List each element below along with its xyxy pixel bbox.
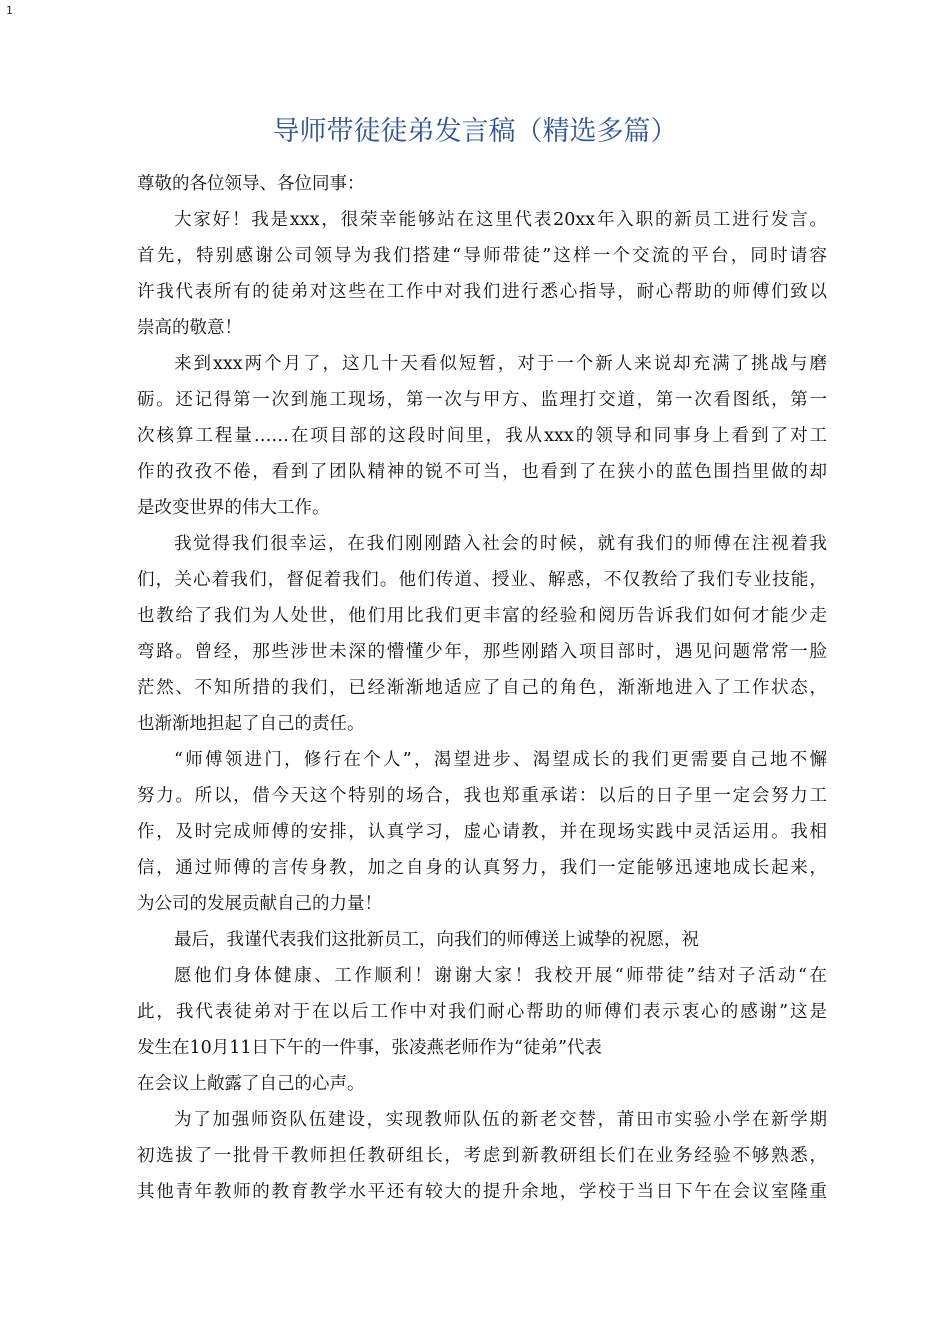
body-line: 也教给了我们为人处世，他们用比我们更丰富的经验和阅历告诉我们如何才能少走 [137,606,827,626]
body-line: 为了加强师资队伍建设，实现教师队伍的新老交替，莆田市实验小学在新学期 [174,1110,827,1130]
body-line: 我觉得我们很幸运，在我们刚刚踏入社会的时候，就有我们的师傅在注视着我 [174,534,827,554]
body-line: 尊敬的各位领导、各位同事： [137,174,365,194]
body-line: 此，我代表徒弟对于在以后工作中对我们耐心帮助的师傅们表示衷心的感谢”这是 [137,1002,827,1022]
document-title: 导师带徒徒弟发言稿（精选多篇） [272,116,678,147]
body-line: 初选拔了一批骨干教师担任教研组长，考虑到新教研组长们在业务经验不够熟悉， [137,1146,827,1166]
body-line: 作的孜孜不倦，看到了团队精神的锐不可当，也看到了在狭小的蓝色围挡里做的却 [137,462,827,482]
body-line: 崇高的敬意！ [137,318,242,338]
body-line: 在会议上敞露了自己的心声。 [137,1074,365,1094]
body-line: 最后，我谨代表我们这批新员工，向我们的师傅送上诚挚的祝愿，祝 [174,930,699,950]
body-line: 首先，特别感谢公司领导为我们搭建“导师带徒”这样一个交流的平台，同时请容 [137,246,827,266]
body-line: “师傅领进门，修行在个人”，渴望进步、渴望成长的我们更需要自己地不懈 [174,750,827,770]
body-line: 发生在10月11日下午的一件事，张凌燕老师作为“徒弟”代表 [137,1038,602,1058]
body-line: 砺。还记得第一次到施工现场，第一次与甲方、监理打交道，第一次看图纸，第一 [137,390,827,410]
body-line: 大家好！我是xxx，很荣幸能够站在这里代表20xx年入职的新员工进行发言。 [174,210,827,230]
body-line: 是改变世界的伟大工作。 [137,498,330,518]
body-line: 作，及时完成师傅的安排，认真学习，虚心请教，并在现场实践中灵活运用。我相 [137,822,827,842]
body-line: 弯路。曾经，那些涉世未深的懵懂少年，那些刚踏入项目部时，遇见问题常常一脸 [137,642,827,662]
body-line: 次核算工程量……在项目部的这段时间里，我从xxx的领导和同事身上看到了对工 [137,426,827,446]
body-line: 信，通过师傅的言传身教，加之自身的认真努力，我们一定能够迅速地成长起来， [137,858,827,878]
body-line: 其他青年教师的教育教学水平还有较大的提升余地，学校于当日下午在会议室隆重 [137,1182,827,1202]
body-line: 许我代表所有的徒弟对这些在工作中对我们进行悉心指导，耐心帮助的师傅们致以 [137,282,827,302]
body-line: 来到xxx两个月了，这几十天看似短暂，对于一个新人来说却充满了挑战与磨 [174,354,827,374]
body-line: 也渐渐地担起了自己的责任。 [137,714,365,734]
body-line: 为公司的发展贡献自己的力量！ [137,894,382,914]
body-line: 愿他们身体健康、工作顺利！谢谢大家！我校开展“师带徒”结对子活动“在 [174,966,827,986]
body-line: 茫然、不知所措的我们，已经渐渐地适应了自己的角色，渐渐地进入了工作状态， [137,678,827,698]
page-number: 1 [6,4,13,17]
body-line: 努力。所以，借今天这个特别的场合，我也郑重承诺：以后的日子里一定会努力工 [137,786,827,806]
body-line: 们，关心着我们，督促着我们。他们传道、授业、解惑，不仅教给了我们专业技能， [137,570,827,590]
